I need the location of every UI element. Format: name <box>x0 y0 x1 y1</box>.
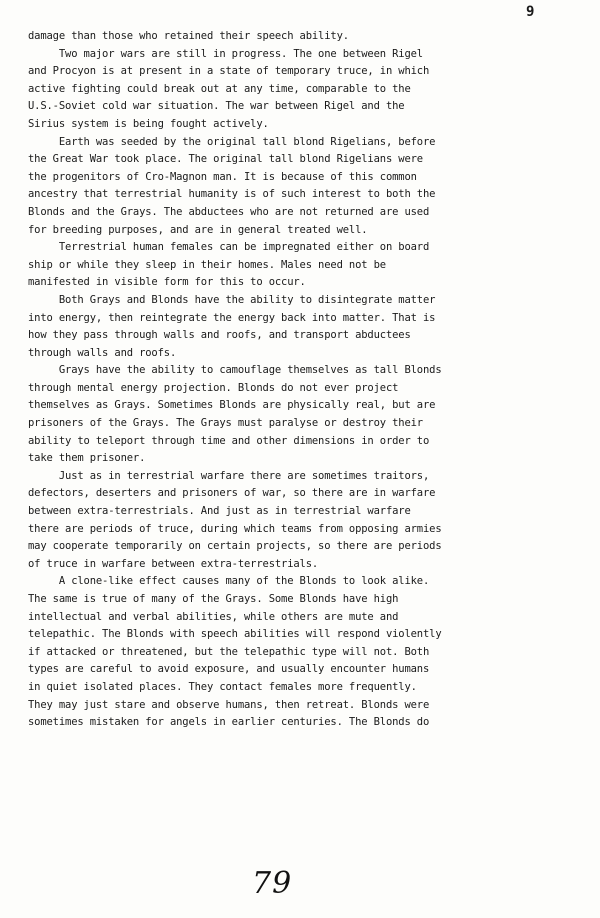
text-line: Sirius system is being fought actively. <box>28 117 269 130</box>
text-line: U.S.-Soviet cold war situation. The war between Rigel and the <box>28 100 405 113</box>
text-line: Terrestrial human females can be impregnated either on board <box>28 241 430 254</box>
text-line: Blonds and the Grays. The abductees who are not returned are used <box>28 205 430 218</box>
text-line: active fighting could break out at any time, comparable to the <box>28 82 411 95</box>
text-line: sometimes mistaken for angels in earlier centuries. The Blonds do <box>28 716 430 729</box>
text-line: The same is true of many of the Grays. Some Blonds have high <box>28 593 399 605</box>
text-line: the Great War took place. The original tall blond Rigelians were <box>28 153 423 166</box>
text-line: and Procyon is at present in a state of temporary truce, in which <box>28 65 430 78</box>
text-line: take them prisoner. <box>28 452 146 465</box>
text-line: if attacked or threatened, but the telepathic type will not. Both <box>28 645 430 658</box>
page-number: 9 <box>526 4 535 20</box>
text-line: damage than those who retained their speech ability. <box>28 30 349 42</box>
text-line: Just as in terrestrial warfare there are sometimes traitors, <box>28 469 430 482</box>
text-line: the progenitors of Cro-Magnon man. It is because of this common <box>28 170 417 183</box>
text-line: through walls and roofs. <box>28 346 177 359</box>
text-line: there are periods of truce, during which teams from opposing armies <box>28 522 442 535</box>
text-line: defectors, deserters and prisoners of war, so there are in warfare <box>28 487 436 500</box>
text-line: manifested in visible form for this to occur. <box>28 276 306 289</box>
text-line: for breeding purposes, and are in general treated well. <box>28 223 368 236</box>
handwritten-page-number: 79 <box>252 866 293 901</box>
text-line: in quiet isolated places. They contact females more frequently. <box>28 680 417 693</box>
text-line: themselves as Grays. Sometimes Blonds are physically real, but are <box>28 399 436 412</box>
text-line: Grays have the ability to camouflage themselves as tall Blonds <box>28 364 442 377</box>
text-line: Two major wars are still in progress. The one between Rigel <box>28 47 423 60</box>
text-line: Both Grays and Blonds have the ability to disintegrate matter <box>28 293 436 306</box>
text-line: of truce in warfare between extra-terrestrials. <box>28 557 319 570</box>
text-line: A clone-like effect causes many of the Blonds to look alike. <box>28 575 430 588</box>
text-line: may cooperate temporarily on certain projects, so there are periods <box>28 540 442 553</box>
text-line: intellectual and verbal abilities, while others are mute and <box>28 610 399 623</box>
text-line: ancestry that terrestrial humanity is of such interest to both the <box>28 188 436 201</box>
text-line: They may just stare and observe humans, then retreat. Blonds were <box>28 698 430 711</box>
text-line: how they pass through walls and roofs, and transport abductees <box>28 329 411 342</box>
text-line: telepathic. The Blonds with speech abilities will respond violently <box>28 628 442 641</box>
text-line: between extra-terrestrials. And just as in terrestrial warfare <box>28 505 411 518</box>
text-line: prisoners of the Grays. The Grays must paralyse or destroy their <box>28 417 423 430</box>
text-line: ability to teleport through time and other dimensions in order to <box>28 434 430 447</box>
text-line: into energy, then reintegrate the energy back into matter. That is <box>28 311 436 324</box>
document-body <box>28 28 568 732</box>
text-line: through mental energy projection. Blonds do not ever project <box>28 381 399 394</box>
text-line: types are careful to avoid exposure, and usually encounter humans <box>28 663 430 676</box>
text-line: ship or while they sleep in their homes. Males need not be <box>28 258 386 271</box>
text-line: Earth was seeded by the original tall blond Rigelians, before <box>28 135 436 148</box>
